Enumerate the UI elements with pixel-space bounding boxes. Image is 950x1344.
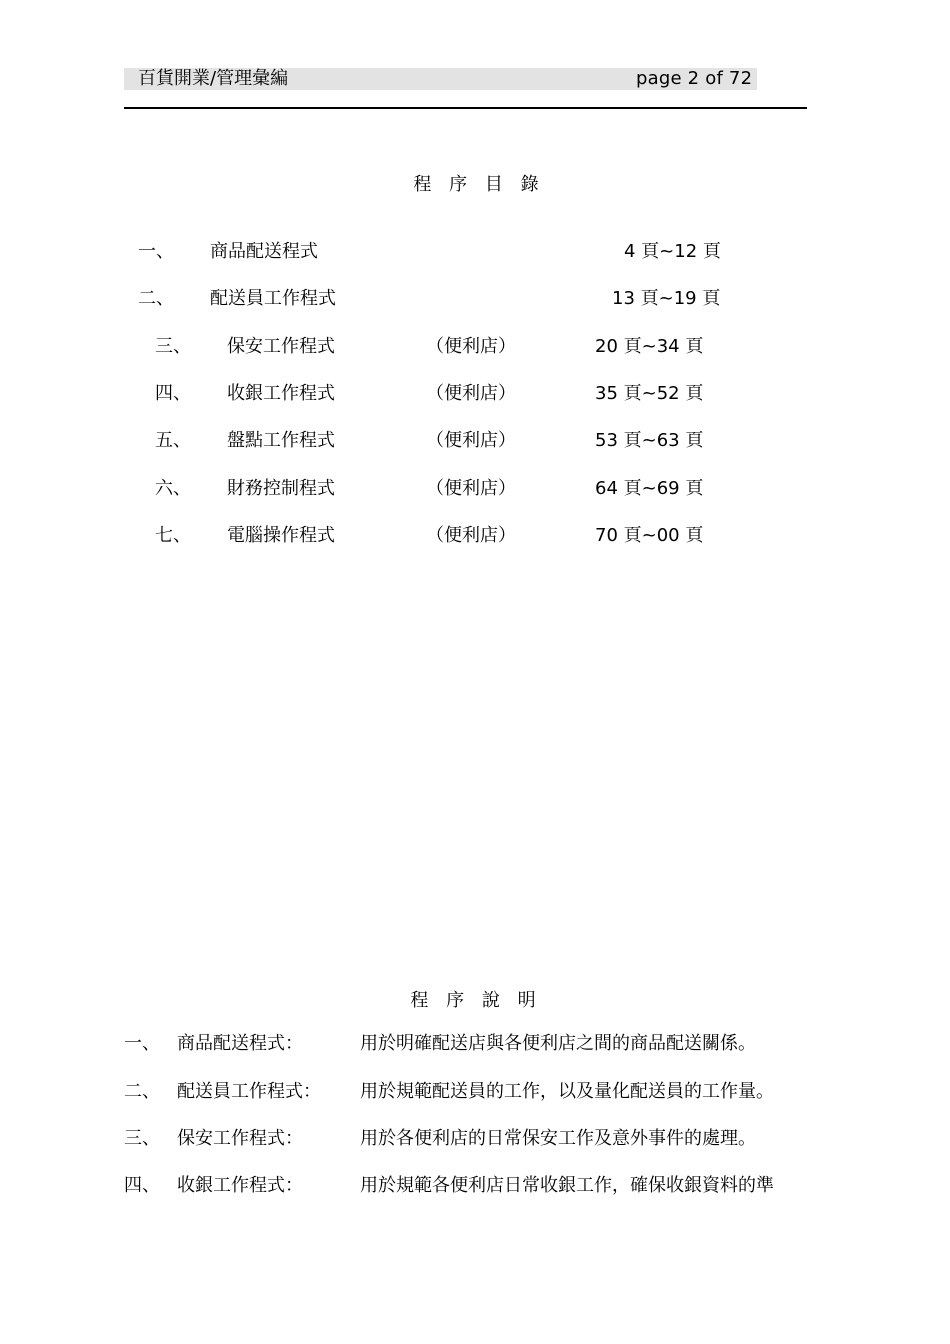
description-text: 用於規範各便利店日常收銀工作，確保收銀資料的準 (360, 1175, 774, 1196)
description-number: 一、 (124, 1033, 160, 1054)
toc-note: （便利店） (426, 383, 516, 404)
toc-number: 五、 (155, 430, 191, 451)
toc-name: 配送員工作程式 (210, 288, 336, 309)
toc-note: （便利店） (426, 525, 516, 546)
description-name: 商品配送程式： (177, 1033, 303, 1054)
header-divider (124, 107, 807, 109)
description-title: 程 序 說 明 (410, 990, 542, 1011)
toc-pages: 20 頁~34 頁 (595, 336, 704, 357)
description-name: 收銀工作程式： (177, 1175, 303, 1196)
toc-name: 收銀工作程式 (227, 383, 335, 404)
toc-name: 財務控制程式 (227, 478, 335, 499)
description-text: 用於明確配送店與各便利店之間的商品配送關係。 (360, 1033, 756, 1054)
description-number: 三、 (124, 1128, 160, 1149)
description-number: 四、 (124, 1175, 160, 1196)
toc-name: 商品配送程式 (210, 241, 318, 262)
page-indicator: page 2 of 72 (636, 68, 753, 89)
description-name: 保安工作程式： (177, 1128, 303, 1149)
toc-pages: 53 頁~63 頁 (595, 430, 704, 451)
toc-title: 程 序 目 錄 (413, 174, 545, 195)
toc-number: 一、 (138, 241, 174, 262)
document-title: 百貨開業/管理彙編 (138, 68, 289, 89)
toc-number: 三、 (155, 336, 191, 357)
toc-number: 四、 (155, 383, 191, 404)
toc-note: （便利店） (426, 430, 516, 451)
toc-pages: 35 頁~52 頁 (595, 383, 704, 404)
description-text: 用於各便利店的日常保安工作及意外事件的處理。 (360, 1128, 756, 1149)
toc-name: 盤點工作程式 (227, 430, 335, 451)
toc-pages: 64 頁~69 頁 (595, 478, 704, 499)
toc-name: 電腦操作程式 (227, 525, 335, 546)
toc-number: 七、 (155, 525, 191, 546)
toc-number: 二、 (138, 288, 174, 309)
description-text: 用於規範配送員的工作，以及量化配送員的工作量。 (360, 1081, 774, 1102)
toc-pages: 70 頁~00 頁 (595, 525, 704, 546)
toc-name: 保安工作程式 (227, 336, 335, 357)
toc-pages: 4 頁~12 頁 (624, 241, 721, 262)
description-name: 配送員工作程式： (177, 1081, 321, 1102)
toc-note: （便利店） (426, 478, 516, 499)
description-number: 二、 (124, 1081, 160, 1102)
toc-note: （便利店） (426, 336, 516, 357)
toc-number: 六、 (155, 478, 191, 499)
toc-pages: 13 頁~19 頁 (612, 288, 721, 309)
